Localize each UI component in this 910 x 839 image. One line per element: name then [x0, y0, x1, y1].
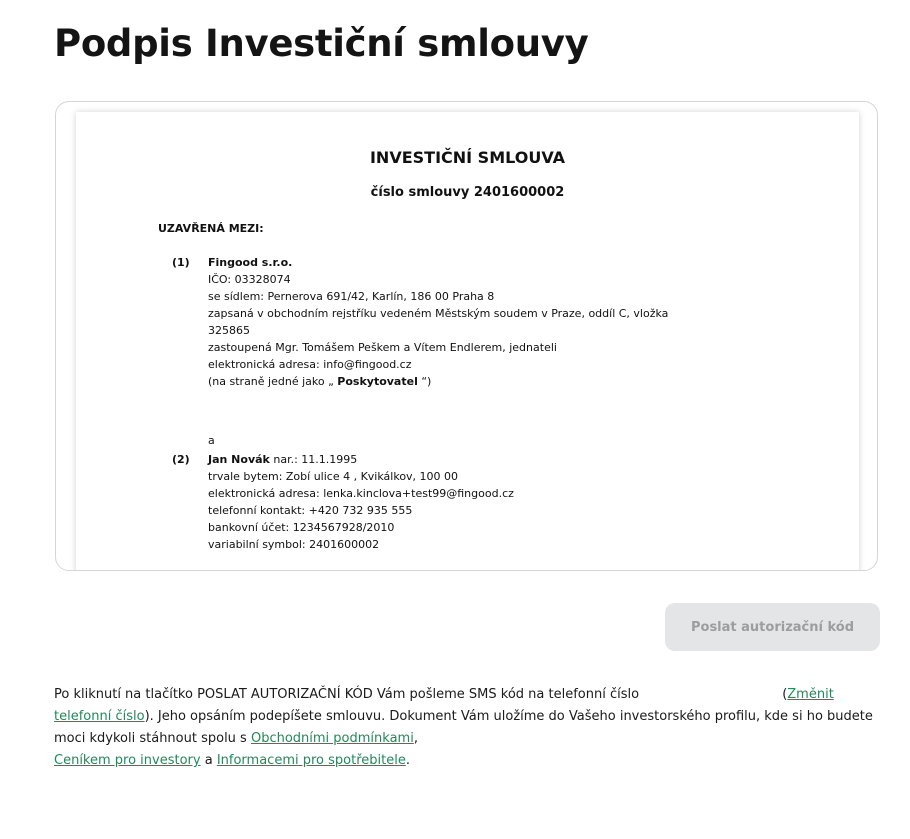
party-1-line: 325865: [208, 324, 250, 337]
instructions-text-2: ). Jeho opsáním podepíšete smlouvu. Dokument Vám uložíme do Vašeho investorského profilu, kde si ho budete moci kdykoli stáhnout spolu s: [54, 709, 873, 746]
party-1-line: elektronická adresa: info@fingood.cz: [208, 358, 412, 371]
contract-number: číslo smlouvy 2401600002: [370, 185, 565, 200]
party-2-line: elektronická adresa: lenka.kinclova+test99@fingood.cz: [208, 487, 514, 500]
change-phone-link[interactable]: Změnit telefonní číslo: [54, 687, 834, 724]
instructions-and: a: [200, 753, 217, 768]
contract-parties-label: UZAVŘENÁ MEZI:: [158, 222, 264, 235]
party-1-line: se sídlem: Pernerova 691/42, Karlín, 186 00 Praha 8: [208, 290, 495, 303]
party-2-line: bankovní účet: 1234567928/2010: [208, 521, 395, 534]
signing-instructions: [54, 684, 884, 772]
party-2-line: variabilní symbol: 2401600002: [208, 538, 380, 551]
document-scrollbar[interactable]: [868, 110, 874, 562]
party-2-header: [208, 451, 514, 468]
party-2-number: (2): [172, 453, 190, 466]
instructions-comma: ,: [413, 731, 418, 746]
contract-title: INVESTIČNÍ SMLOUVA: [369, 148, 566, 167]
party-1-role-prefix: (na straně jedné jako „: [208, 375, 338, 388]
contract-document-viewer[interactable]: [55, 101, 878, 571]
party-1-name: Fingood s.r.o.: [208, 256, 293, 269]
party-1-line: IČO: 03328074: [208, 273, 291, 286]
party-1-role-name: Poskytovatel: [337, 375, 418, 388]
party-1-number: (1): [172, 256, 190, 269]
page-title: Podpis Investiční smlouvy: [54, 22, 589, 65]
party-2-line: telefonní kontakt: +420 732 935 555: [208, 504, 413, 517]
party-2-details: [208, 451, 514, 553]
party-1-line: zapsaná v obchodním rejstříku vedeném Městským soudem v Praze, oddíl C, vložka: [208, 307, 669, 320]
instructions-period: .: [405, 753, 410, 768]
party-1-role-suffix: “): [417, 375, 432, 388]
party-2-line: trvale bytem: Zobí ulice 4 , Kvikálkov, 100 00: [208, 470, 459, 483]
instructions-text-1: Po kliknutí na tlačítko POSLAT AUTORIZAČNÍ KÓD Vám pošleme SMS kód na telefonní číslo: [54, 687, 640, 702]
party-1-line: zastoupená Mgr. Tomášem Peškem a Vítem Endlerem, jednateli: [208, 341, 557, 354]
consumer-info-link[interactable]: Informacemi pro spotřebitele: [216, 753, 406, 768]
instructions-paren: (: [778, 687, 788, 702]
party-1-role: [208, 373, 668, 390]
terms-link[interactable]: Obchodními podmínkami: [250, 731, 414, 746]
party-1-details: [208, 254, 668, 390]
party-2-birthdate: nar.: 11.1.1995: [269, 453, 358, 466]
send-authorization-code-button[interactable]: Poslat autorizační kód: [665, 603, 880, 651]
contract-page: [76, 112, 859, 571]
pricelist-link[interactable]: Ceníkem pro investory: [54, 753, 201, 768]
party-2-name: Jan Novák: [208, 453, 270, 466]
parties-conjunction: a: [208, 434, 215, 447]
